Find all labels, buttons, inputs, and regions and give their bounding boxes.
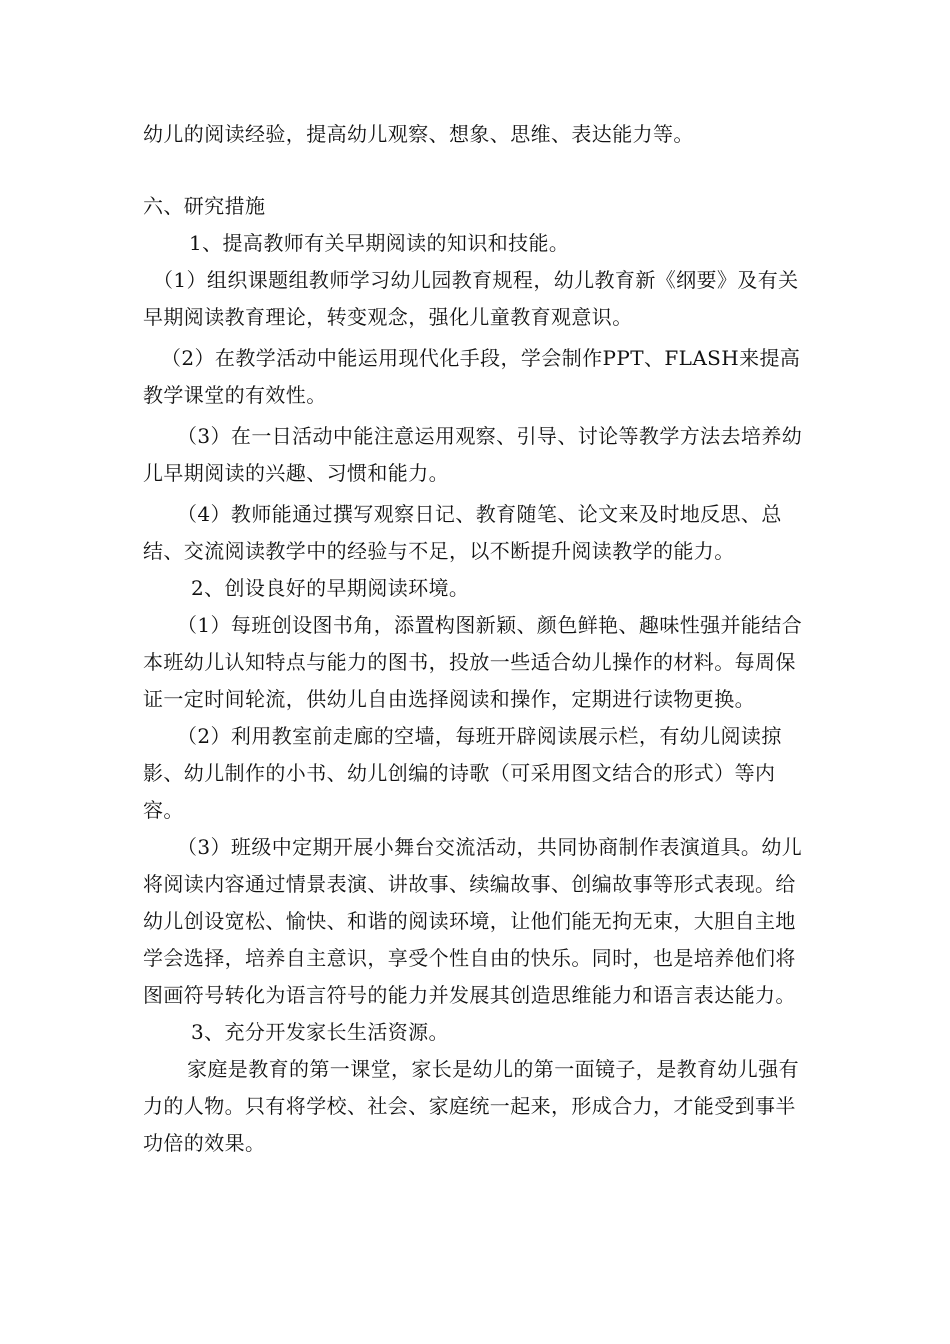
paragraph: 家庭是教育的第一课堂，家长是幼儿的第一面镜子，是教育幼儿强有力的人物。只有将学校、社会、家庭统一起来，形成合力，才能受到事半功倍的效果。 <box>143 1057 799 1155</box>
subsection-heading: 3、充分开发家长生活资源。 <box>191 1020 449 1044</box>
section-heading: 六、研究措施 <box>143 194 266 218</box>
paragraph: （1）每班创设图书角，添置构图新颖、颜色鲜艳、趣味性强并能结合本班幼儿认知特点与能力的图书，投放一些适合幼儿操作的材料。每周保证一定时间轮流，供幼儿自由选择阅读和操作，定期进行读物更换。 <box>143 613 803 711</box>
subsection-heading: 1、提高教师有关早期阅读的知识和技能。 <box>189 231 570 255</box>
subsection-heading: 2、创设良好的早期阅读环境。 <box>191 576 470 600</box>
paragraph: （3）班级中定期开展小舞台交流活动，共同协商制作表演道具。幼儿将阅读内容通过情景表演、讲故事、续编故事、创编故事等形式表现。给幼儿创设宽松、愉快、和谐的阅读环境，让他们能无拘无束，大胆自主地学会选择，培养自主意识，享受个性自由的快乐。同时，也是培养他们将图画符号转化为语言符号的能力并发展其创造思维能力和语言表达能力。 <box>143 835 803 1007</box>
document-body <box>143 116 813 1162</box>
paragraph: （2）在教学活动中能运用现代化手段，学会制作PPT、FLASH来提高教学课堂的有效性。 <box>143 346 801 407</box>
paragraph: （2）利用教室前走廊的空墙，每班开辟阅读展示栏，有幼儿阅读掠影、幼儿制作的小书、幼儿创编的诗歌（可采用图文结合的形式）等内容。 <box>143 724 782 822</box>
paragraph: （1）组织课题组教师学习幼儿园教育规程，幼儿教育新《纲要》及有关早期阅读教育理论，转变观念，强化儿童教育观意识。 <box>143 268 799 329</box>
paragraph: （4）教师能通过撰写观察日记、教育随笔、论文来及时地反思、总结、交流阅读教学中的经验与不足，以不断提升阅读教学的能力。 <box>143 502 782 563</box>
paragraph-continuation: 幼儿的阅读经验，提高幼儿观察、想象、思维、表达能力等。 <box>143 122 694 146</box>
paragraph: （3）在一日活动中能注意运用观察、引导、讨论等教学方法去培养幼儿早期阅读的兴趣、习惯和能力。 <box>143 424 803 485</box>
